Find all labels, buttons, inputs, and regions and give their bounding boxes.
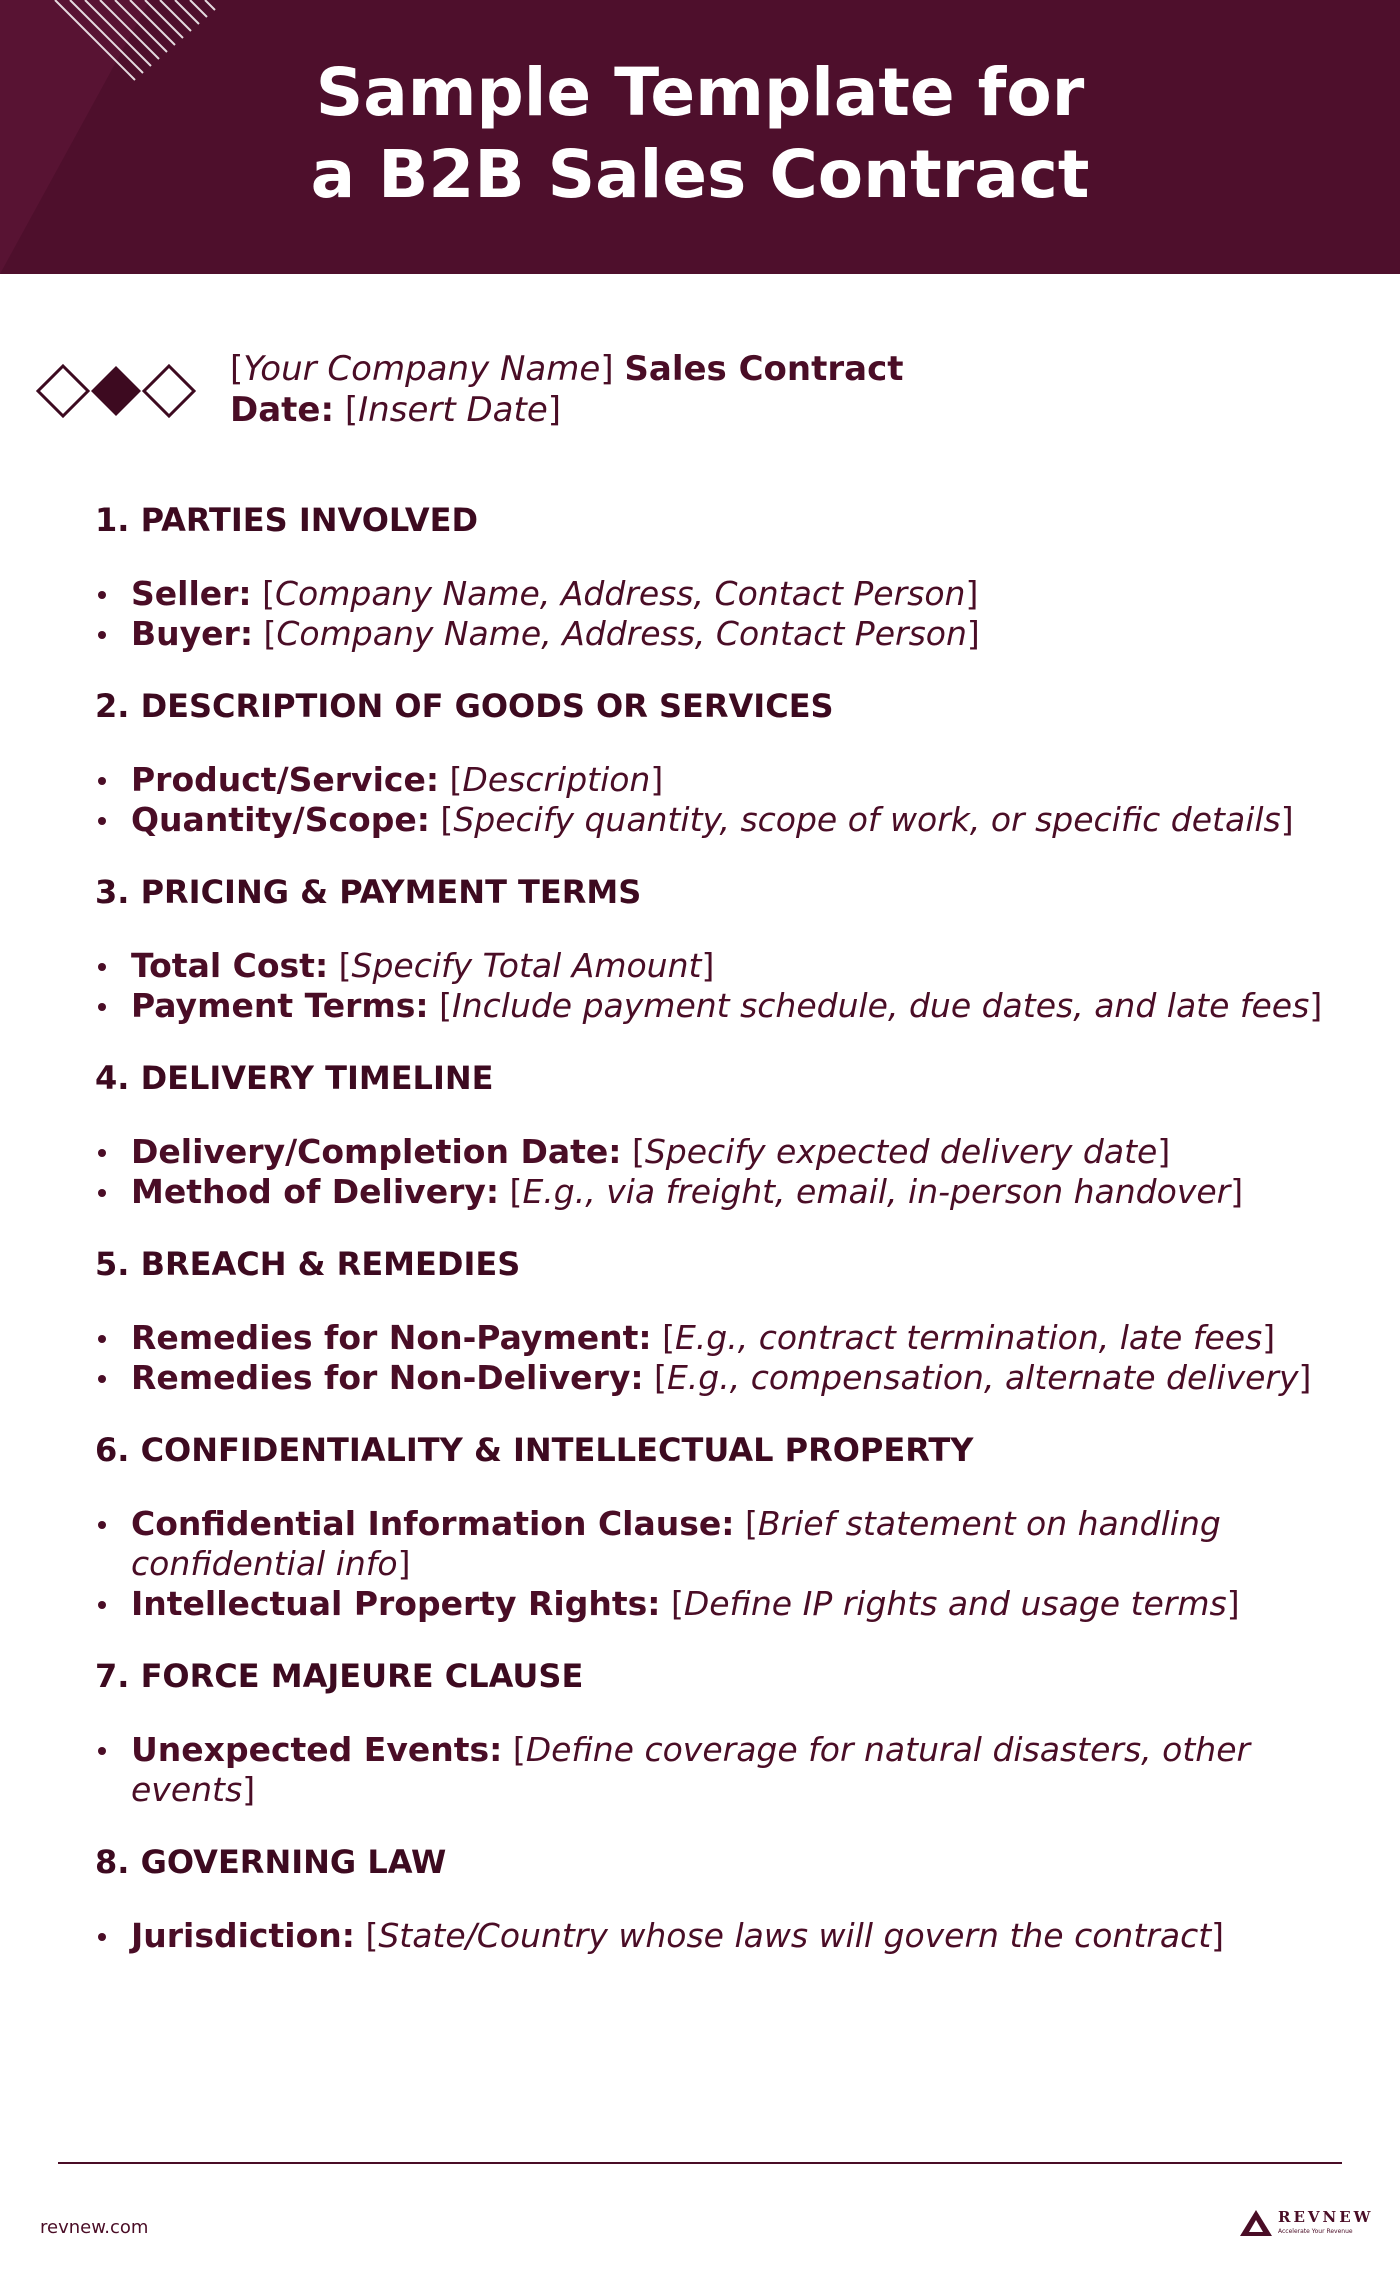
section-pricing <box>95 872 1355 1026</box>
section-heading: 4. DELIVERY TIMELINE <box>95 1059 494 1097</box>
section-delivery <box>95 1058 1355 1212</box>
list-item: Unexpected Events: [Define coverage for natural disasters, other events] <box>95 1730 1251 1810</box>
list-item: Remedies for Non-Delivery: [E.g., compensation, alternate delivery] <box>95 1358 1355 1398</box>
diamonds-icon <box>36 363 200 421</box>
section-confidentiality <box>95 1430 1355 1624</box>
footer-url: revnew.com <box>40 2217 149 2238</box>
list-item: Buyer: [Company Name, Address, Contact Person] <box>95 614 1355 654</box>
list-item: Product/Service: [Description] <box>95 760 1355 800</box>
section-heading: 8. GOVERNING LAW <box>95 1843 447 1881</box>
section-heading: 7. FORCE MAJEURE CLAUSE <box>95 1657 584 1695</box>
page-title-line-2: a B2B Sales Contract <box>310 136 1090 213</box>
section-parties <box>95 500 1355 654</box>
list-item: Total Cost: [Specify Total Amount] <box>95 946 1355 986</box>
date-label: Date: <box>230 390 335 430</box>
contract-label: Sales Contract <box>624 349 904 389</box>
section-heading: 2. DESCRIPTION OF GOODS OR SERVICES <box>95 687 834 725</box>
list-item: Confidential Information Clause: [Brief statement on handling confidential info] <box>95 1504 1221 1584</box>
section-heading: 6. CONFIDENTIALITY & INTELLECTUAL PROPERTY <box>95 1431 974 1469</box>
list-item: Jurisdiction: [State/Country whose laws will govern the contract] <box>95 1916 1355 1956</box>
contract-title-line: [Your Company Name] Sales Contract <box>230 349 904 389</box>
section-goods-services <box>95 686 1355 840</box>
logo-brand: REVNEW <box>1278 2208 1374 2226</box>
logo-tagline: Accelerate Your Revenue <box>1278 2228 1353 2235</box>
page-title-line-1: Sample Template for <box>315 54 1085 131</box>
section-force-majeure <box>95 1656 1355 1810</box>
section-heading: 1. PARTIES INVOLVED <box>95 501 479 539</box>
page-title <box>0 52 1400 216</box>
list-item: Delivery/Completion Date: [Specify expected delivery date] <box>95 1132 1355 1172</box>
list-item: Payment Terms: [Include payment schedule, due dates, and late fees] <box>95 986 1355 1026</box>
section-breach <box>95 1244 1355 1398</box>
list-item: Remedies for Non-Payment: [E.g., contract termination, late fees] <box>95 1318 1355 1358</box>
list-item: Seller: [Company Name, Address, Contact Person] <box>95 574 1355 614</box>
contract-date-line: Date: [Insert Date] <box>230 390 562 430</box>
company-name-placeholder: Your Company Name <box>243 349 601 389</box>
list-item: Method of Delivery: [E.g., via freight, email, in-person handover] <box>95 1172 1355 1212</box>
footer-divider <box>58 2162 1342 2164</box>
list-item: Quantity/Scope: [Specify quantity, scope of work, or specific details] <box>95 800 1355 840</box>
section-heading: 3. PRICING & PAYMENT TERMS <box>95 873 642 911</box>
contract-sections <box>95 500 1355 1988</box>
section-governing-law <box>95 1842 1355 1956</box>
header-banner <box>0 0 1400 274</box>
date-placeholder: Insert Date <box>358 390 548 430</box>
list-item: Intellectual Property Rights: [Define IP rights and usage terms] <box>95 1584 1355 1624</box>
triangle-logo-icon <box>1238 2208 1274 2238</box>
section-heading: 5. BREACH & REMEDIES <box>95 1245 521 1283</box>
